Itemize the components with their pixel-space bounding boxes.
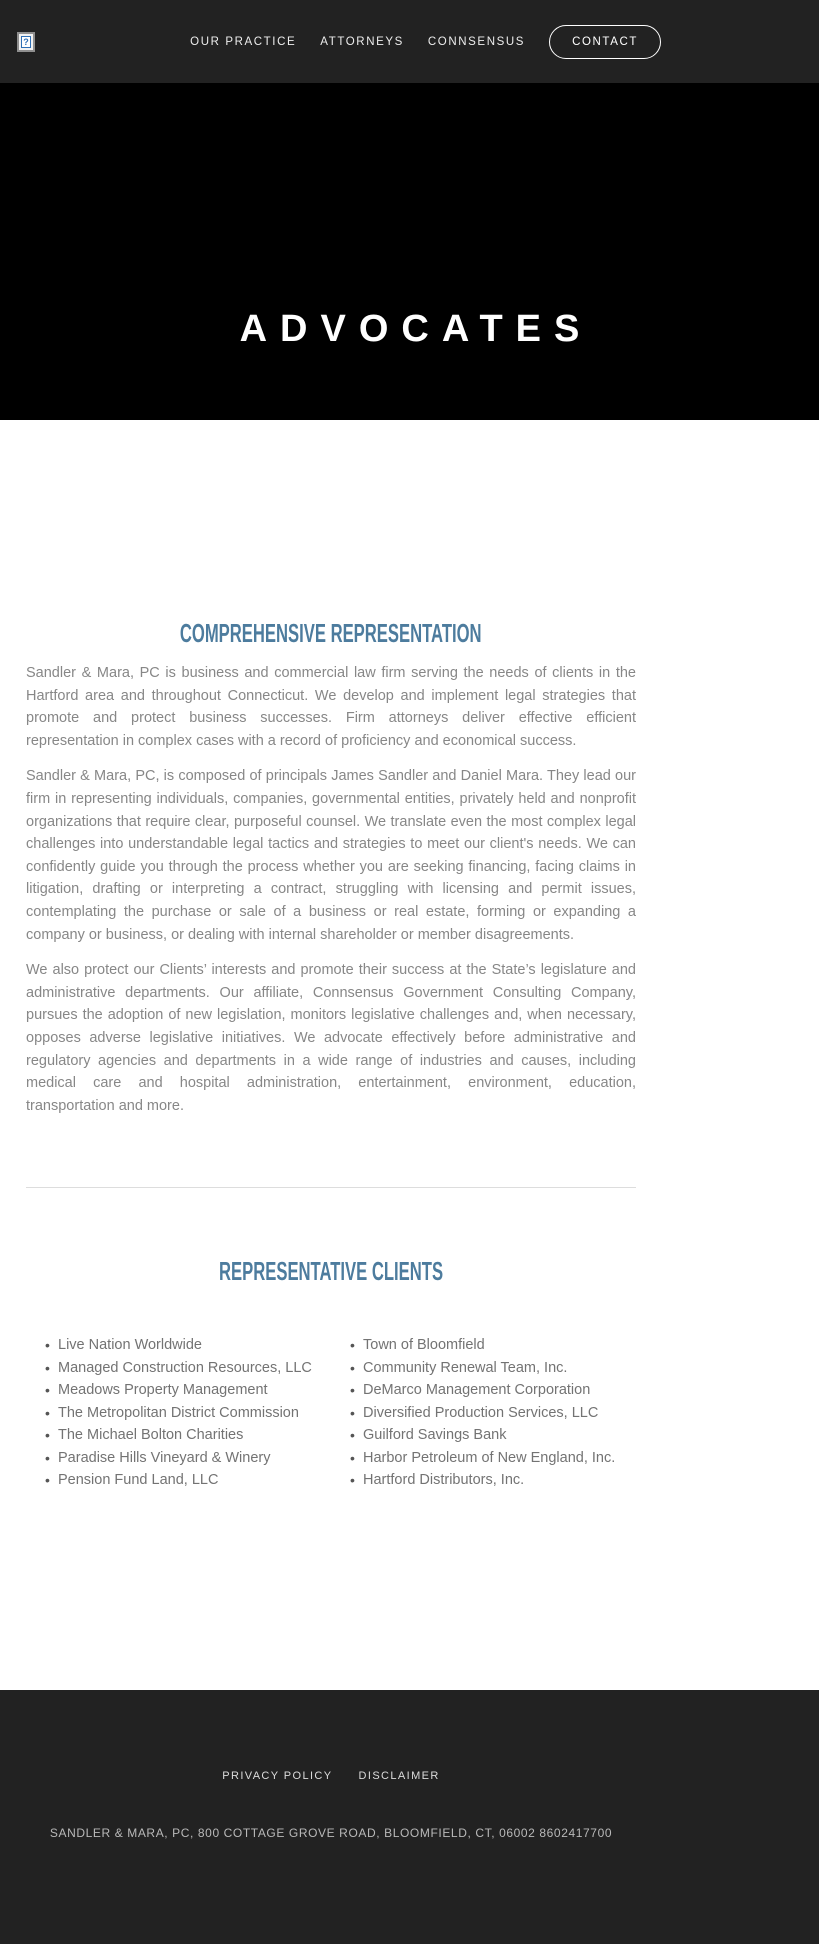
top-nav-bar (0, 0, 819, 83)
clients-column-left (26, 1334, 331, 1492)
client-item: • Pension Fund Land, LLC (26, 1469, 331, 1492)
representation-copy (26, 662, 636, 1117)
clients-list (26, 1334, 636, 1492)
client-item: • Town of Bloomfield (331, 1334, 636, 1357)
clients-column-right (331, 1334, 636, 1492)
clients-heading: REPRESENTATIVE CLIENTS (218, 1256, 444, 1287)
client-item: • The Michael Bolton Charities (26, 1424, 331, 1447)
footer-address: SANDLER & MARA, PC, 800 COTTAGE GROVE ROAD, BLOOMFIELD, CT, 06002 8602417700 (49, 1826, 613, 1840)
disclaimer-link[interactable]: DISCLAIMER (358, 1770, 440, 1782)
client-item: • Paradise Hills Vineyard & Winery (26, 1447, 331, 1470)
nav-item-attorneys[interactable]: ATTORNEYS (320, 35, 404, 48)
representation-heading: COMPREHENSIVE REPRESENTATION (180, 618, 482, 648)
representation-paragraph-1: Sandler & Mara, PC is business and commercial law firm serving the needs of clients in the Hartford area and throughout Connecticut. We develop and implement legal strategies that promote and protect business successes. Firm attorneys deliver effective efficient representation in complex cases with a record of proficiency and economical success. (26, 665, 636, 749)
client-item: • Managed Construction Resources, LLC (26, 1357, 331, 1380)
client-item: • Guilford Savings Bank (331, 1424, 636, 1447)
hero-banner (0, 83, 819, 420)
section-divider (26, 1187, 636, 1188)
footer (0, 1690, 819, 1944)
client-item: • Live Nation Worldwide (26, 1334, 331, 1357)
client-item: • Harbor Petroleum of New England, Inc. (331, 1447, 636, 1470)
representation-paragraph-2: Sandler & Mara, PC, is composed of principals James Sandler and Daniel Mara. They lead our firm in representing individuals, companies, governmental entities, privately held and nonprofit organizations that require clear, purposeful counsel. We translate even the most complex legal challenges into understandable legal tactics and strategies to meet our client's needs. We can confidently guide you through the process whether you are seeking financing, facing claims in litigation, drafting or interpreting a contract, struggling with licensing and permit issues, contemplating the purchase or sale of a business or real estate, forming or expanding a company or business, or dealing with internal shareholder or member disagreements. (26, 768, 636, 943)
representation-paragraph-3: We also protect our Clients’ interests and promote their success at the State’s legislature and administrative departments. Our affiliate, Connsensus Government Consulting Company, pursues the adoption of new legislation, monitors legislative challenges and, when necessary, opposes adverse legislative initiatives. We advocate effectively before administrative and regulatory agencies and departments in a wide range of industries and causes, including medical care and hospital administration, entertainment, environment, education, transportation and more. (26, 962, 636, 1114)
hero-title: ADVOCATES (239, 308, 593, 350)
broken-image-question-glyph: ? (21, 36, 31, 48)
client-item: • Community Renewal Team, Inc. (331, 1357, 636, 1380)
client-item: • The Metropolitan District Commission (26, 1402, 331, 1425)
main-content (0, 420, 819, 1690)
client-item: • Hartford Distributors, Inc. (331, 1469, 636, 1492)
client-item: • DeMarco Management Corporation (331, 1379, 636, 1402)
nav-item-connsensus[interactable]: CONNSENSUS (427, 35, 526, 48)
nav-inner (0, 25, 661, 59)
nav-links (190, 25, 661, 59)
site-logo-broken-image-icon[interactable] (17, 32, 35, 52)
privacy-policy-link[interactable]: PRIVACY POLICY (222, 1770, 333, 1782)
footer-links (26, 1770, 636, 1782)
nav-item-our-practice[interactable]: OUR PRACTICE (190, 35, 297, 48)
contact-button[interactable]: CONTACT (549, 25, 661, 59)
client-item: • Meadows Property Management (26, 1379, 331, 1402)
client-item: • Diversified Production Services, LLC (331, 1402, 636, 1425)
